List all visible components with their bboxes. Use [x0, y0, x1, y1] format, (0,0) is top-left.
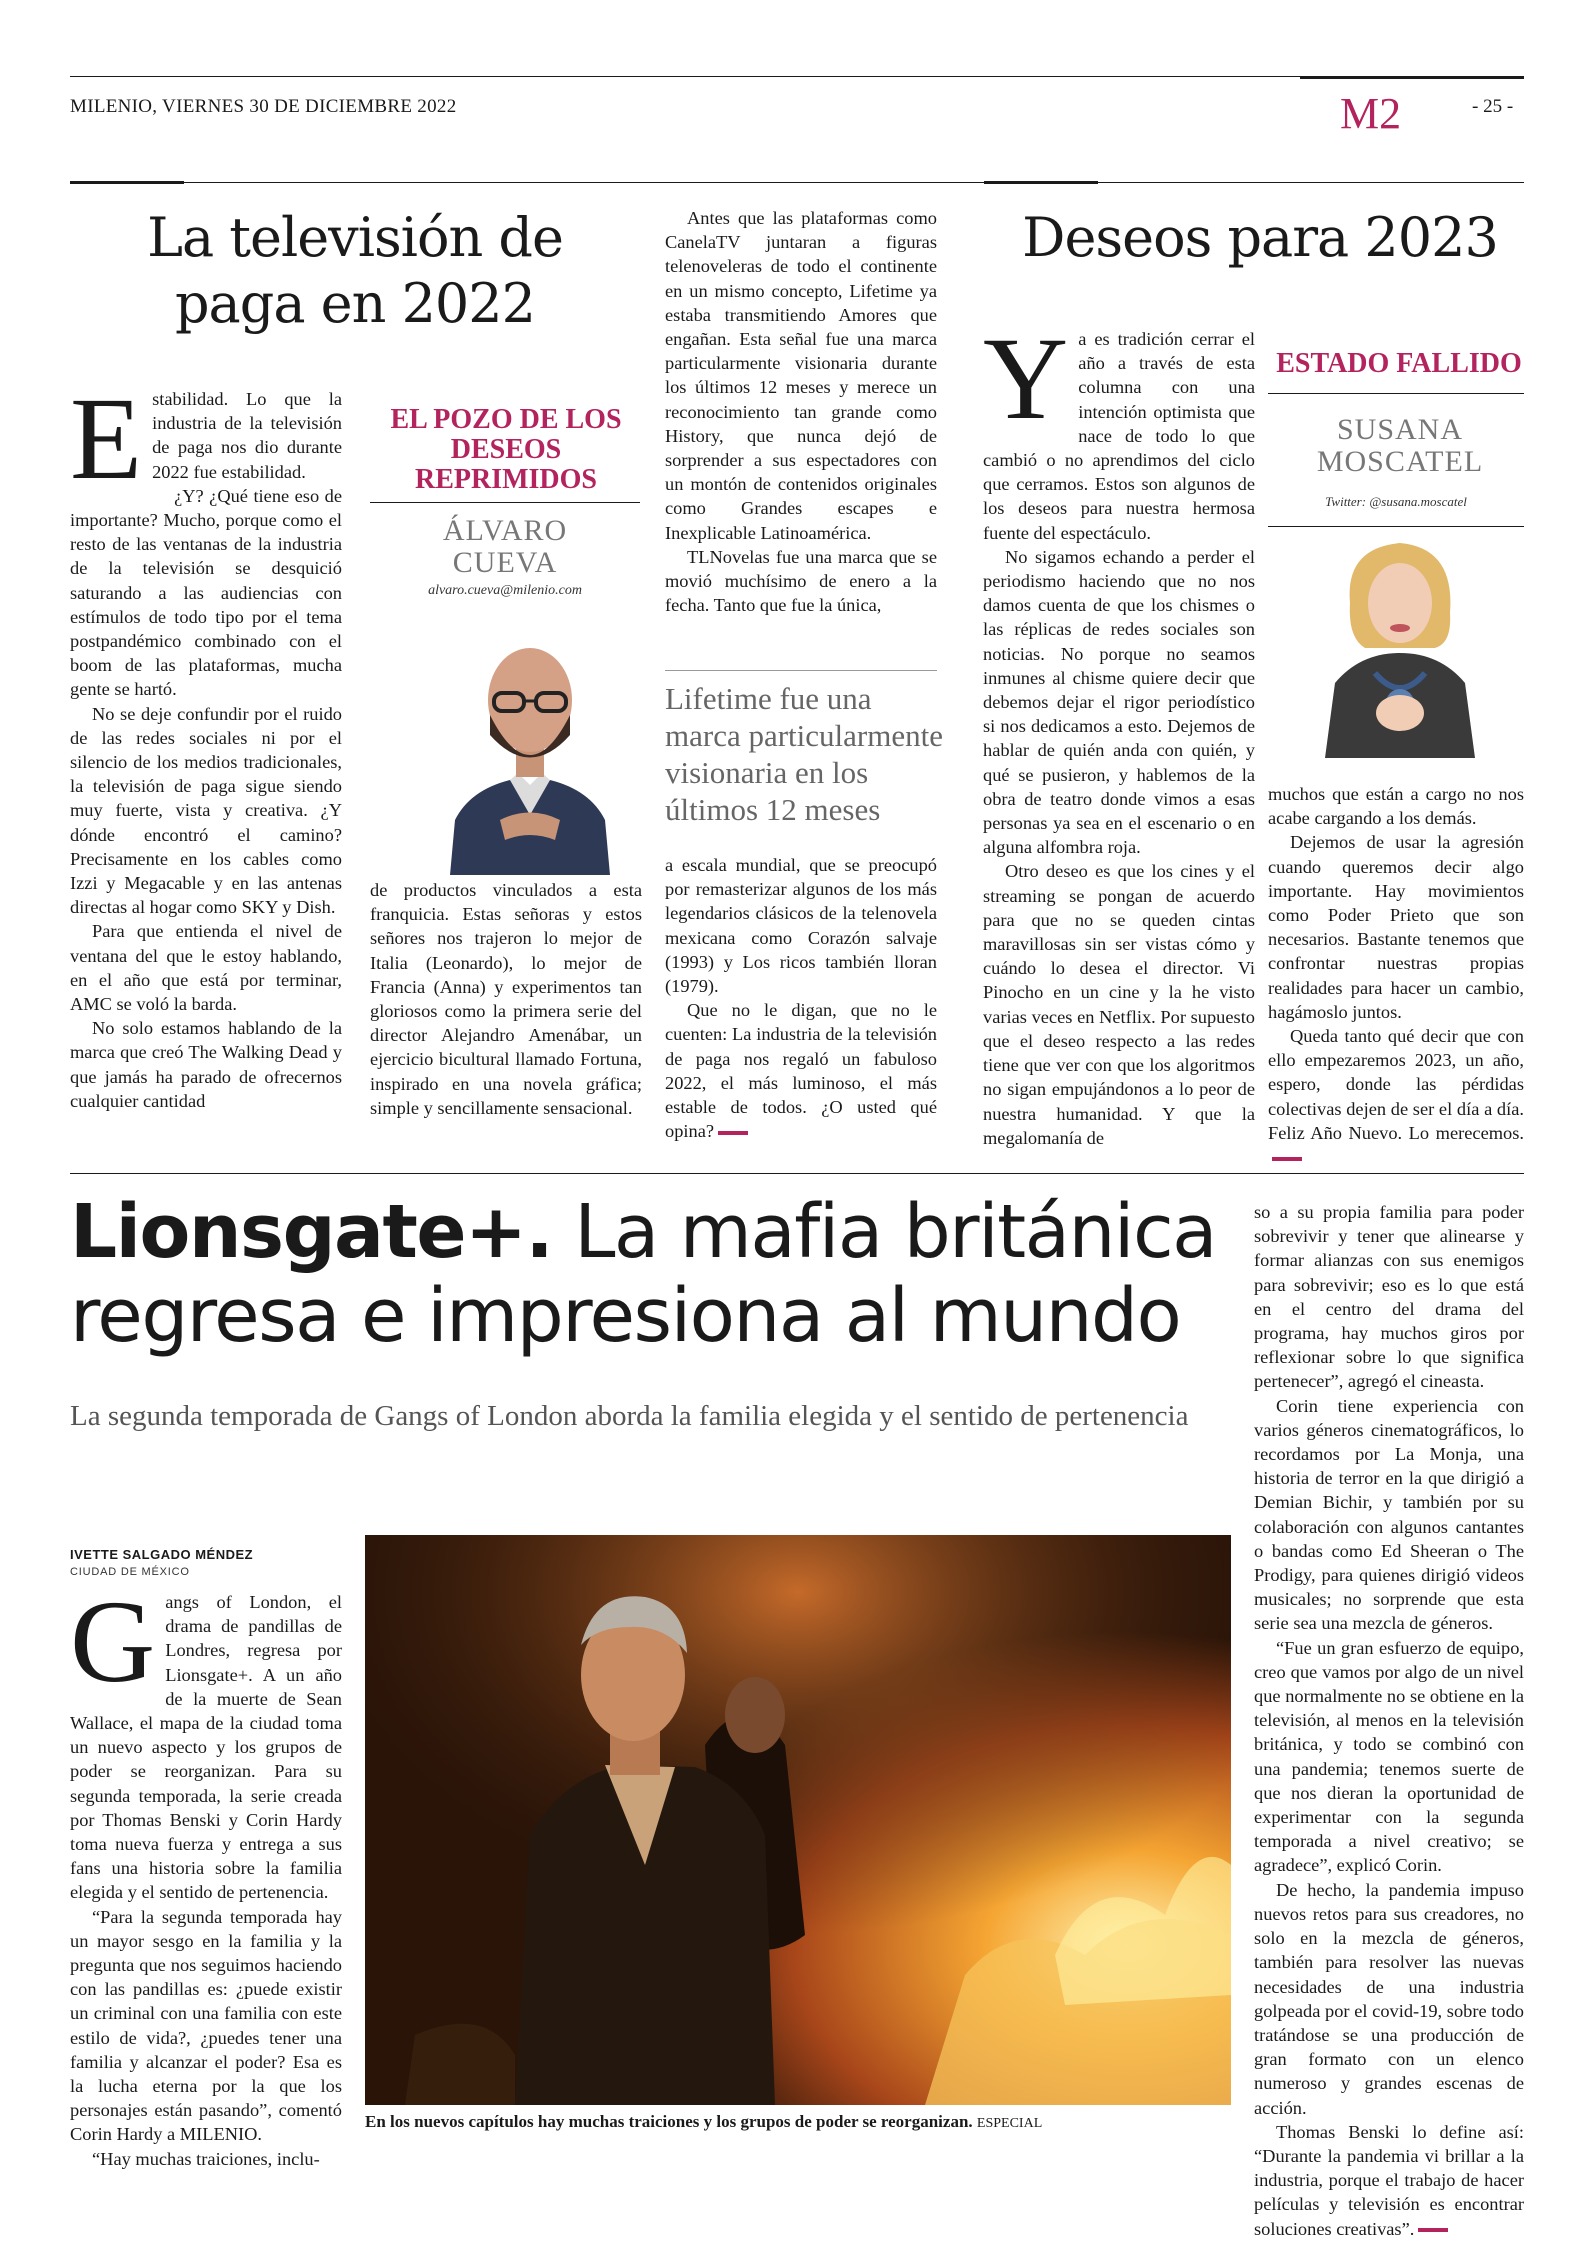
wishes-paragraph: No sigamos echando a perder el periodismo haciendo que no nos damos cuenta de que los chismes o las réplicas de redes sociales son noticias. No porque no seamos inmunes al chisme quiere decir que debemos dejar el rigor periodístico si nos dedicamos a esto. Dejemos de hablar de quién anda con quién, y qué se pusieron, y hablemos de la obra de teatro donde vimos a esas personas ya sea en el escenario o en alguna alfombra roja. — [983, 546, 1255, 858]
article-top-rule — [70, 181, 184, 184]
tv-column-1 — [70, 373, 342, 1113]
section-logo: M2 — [1340, 89, 1402, 138]
tv-paragraph: de productos vinculados a esta franquicia. Estas señoras y estos señores nos trajeron lo mejor de Italia (Leonardo), lo mejor de Francia (Anna) y experimentos tan gloriosos como la primera serie del director Alejandro Amenábar, un ejercicio bicultural llamado Fortuna, inspirado en una novela gráfica; simple y sencillamente sensacional. — [370, 880, 642, 1118]
tv-byline-rule — [370, 502, 640, 503]
feature-photo-caption — [365, 2112, 1231, 2132]
wishes-paragraph — [1268, 1024, 1524, 1169]
tv-paragraph: ¿Y? ¿Qué tiene eso de importante? Mucho, porque como el resto de las ventanas de la industria de la televisión se desquició saturando a las audiencias con estímulos de todo tipo por el tema postpandémico combinado con el boom de las plataformas, mucha gente se hartó. — [70, 485, 342, 700]
feature-title — [70, 1190, 1240, 1358]
article2-top-thin-rule — [1098, 182, 1524, 183]
author-portrait-alvaro — [430, 605, 630, 875]
feature-paragraph: “Fue un gran esfuerzo de equipo, creo que vamos por algo de un nivel que normalmente no se obtiene en la televisión, al menos en la televisión británica, y todo se combinó con una pandemia; tenemos suerte de que nos dieran la oportunidad de experimentar con la segunda temporada a nivel creativo; se agradece”, explicó Corin. — [1254, 1637, 1524, 1876]
wishes-paragraph: Otro deseo es que los cines y el streaming se pongan de acuerdo para que no se queden cintas maravillosas sin ser vistas cómo y cuándo lo desea el director. Vi Pinocho en un cine y la he visto varias veces en Netflix. Por supuesto que el deseo respecto a las redes tiene que ver con que los algoritmos no sigan empujándonos a lo peor de nuestra humanidad. Y que la megalomanía de — [983, 861, 1255, 1148]
tv-column-3-bottom — [665, 853, 937, 1143]
wishes-column-2 — [1268, 782, 1524, 1169]
author-portrait-susana — [1320, 533, 1480, 758]
feature-paragraph: “Para la segunda temporada hay un mayor sesgo en la familia y la pregunta que nos seguimos haciendo con las pandillas es: ¿puede existir un criminal con una familia con este estilo de vida?, ¿puedes tener una familia y alcanzar el poder? Esa es la lucha eterna por la que los personajes están pasando”, comentó Corin Hardy a MILENIO. — [70, 1906, 342, 2145]
wishes-paragraph: muchos que están a cargo no nos acabe cargando a los demás. — [1268, 784, 1524, 829]
wishes-paragraph: Dejemos de usar la agresión cuando queremos decir algo importante. Hay movimientos como Poder Prieto que son necesarios. Bastante tenemos que confrontar nuestras propias realidades para hacer un cambio, hagámoslo juntos. — [1268, 832, 1524, 1022]
tv-paragraph: Para que entienda el nivel de ventana del que le estoy hablando, en el año que está por terminar, AMC se voló la barda. — [70, 921, 342, 1015]
feature-paragraph: “Hay muchas traiciones, inclu- — [92, 2148, 320, 2169]
feature-paragraph: De hecho, la pandemia impuso nuevos retos para sus creadores, no solo en la mezcla de géneros, también para resolver las nuevas necesidades de una industria golpeada por el covid-19, sobre todo tratándose se una producción de gran formato con un elenco numeroso y grandes escenas de acción. — [1254, 1879, 1524, 2118]
tv-paragraph — [665, 998, 937, 1143]
tv-headline: La televisión de paga en 2022 — [147, 206, 563, 335]
section-rule — [1300, 76, 1524, 79]
feature-paragraph — [1254, 2120, 1524, 2241]
article-top-thin-rule — [184, 182, 984, 183]
pullquote-rule — [665, 670, 937, 671]
tv-paragraph: a escala mundial, que se preocupó por remasterizar algunos de los más legendarios clásicos de la telenovela mexicana como Corazón salvaje (1993) y Los ricos también lloran (1979). — [665, 855, 937, 997]
tv-paragraph: Antes que las plataformas como CanelaTV juntaran a figuras telenoveleras de todo el continente en un mismo concepto, Lifetime ya estaba transmitiendo Amores que engañan. Esta señal fue una marca particularmente visionaria durante los últimos 12 meses y merece un reconocimiento tan grande como History, que nunca dejó de sorprender a sus espectadores con un montón de contenidos originales como Grandes escapes e Inexplicable Latinoamérica. — [665, 208, 937, 543]
wishes-photo-rule — [1268, 526, 1524, 527]
feature-dropcap: G — [70, 1576, 156, 1707]
wishes-author: SUSANA MOSCATEL — [1316, 413, 1484, 478]
tv-column-name: EL POZO DE LOS DESEOS REPRIMIDOS — [390, 404, 622, 495]
end-mark — [1272, 1157, 1302, 1161]
wishes-dropcap: Y — [983, 313, 1069, 444]
tv-pullquote: Lifetime fue una marca particularmente visionaria en los últimos 12 meses — [665, 681, 943, 827]
article2-top-rule — [984, 181, 1098, 184]
tv-author: ÁLVARO CUEVA — [442, 514, 568, 579]
feature-paragraph: Corin tiene experiencia con varios géneros cinematográficos, lo recordamos por La Monja, una historia de terror en la que dirigió a Demian Bichir, y también por su colaboración con algunos cantantes o bandas como Ed Sheeran o The Prodigy, para quienes dirigió videos musicales; no sorprende que esta serie sea una mezcla de géneros. — [1254, 1395, 1524, 1634]
page-number: - 25 - — [1472, 96, 1514, 117]
wishes-paragraph: a es tradición cerrar el año a través de esta columna con una intención optimista que nace de todo lo que cambió o no aprendimos del ciclo que cerramos. Estos son algunos de los deseos para nuestra hermosa fuente del espectáculo. — [983, 329, 1255, 543]
feature-title-brand: Lionsgate+. — [70, 1189, 553, 1275]
tv-author-email: alvaro.cueva@milenio.com — [428, 583, 582, 598]
feature-paragraph: so a su propia familia para poder sobrevivir y tener que alinearse y formar alianzas con sus enemigos para sobrevivir; eso es lo que está en el centro del drama del programa, hay muchos giros por reflexionar sobre lo que significa pertenecer”, agregó el cineasta. — [1254, 1202, 1524, 1392]
caption-text: En los nuevos capítulos hay muchas traiciones y los grupos de poder se reorganizan. — [365, 2112, 973, 2131]
end-mark — [1418, 2228, 1448, 2232]
feature-column-1 — [70, 1576, 342, 2171]
tv-paragraph: No solo estamos hablando de la marca que creó The Walking Dead y que jamás ha parado de ofrecernos cualquier cantidad — [70, 1018, 342, 1111]
wishes-column-name: ESTADO FALLIDO — [1276, 348, 1522, 379]
tv-last-paragraph: Que no le digan, que no le cuenten: La industria de la televisión de paga nos regaló un fabuloso 2022, el más luminoso, el más estable de todos. ¿O usted qué opina? — [665, 1000, 937, 1142]
wishes-headline: Deseos para 2023 — [1022, 206, 1498, 269]
tv-paragraph: stabilidad. Lo que la industria de la televisión de paga nos dio durante 2022 fue estabilidad. — [152, 389, 342, 482]
tv-column-3 — [665, 206, 937, 617]
wishes-column-1 — [983, 313, 1255, 1150]
feature-deck: La segunda temporada de Gangs of London aborda la familia elegida y el sentido de pertenencia — [70, 1400, 1189, 1432]
wishes-byline-rule — [1268, 393, 1524, 394]
wishes-twitter: Twitter: @susana.moscatel — [1325, 494, 1467, 509]
end-mark — [718, 1131, 748, 1135]
tv-paragraph: TLNovelas fue una marca que se movió muchísimo de enero a la fecha. Tanto que fue la única, — [665, 546, 937, 616]
caption-credit: ESPECIAL — [976, 2116, 1043, 2131]
feature-title-line1: La mafia británica — [552, 1189, 1217, 1275]
wishes-last-paragraph: Queda tanto qué decir que con ello empezaremos 2023, un año, espero, donde las pérdidas colectivas dejen de ser el día a día. Feliz Año Nuevo. Lo merecemos. — [1268, 1026, 1524, 1143]
feature-last-paragraph: Thomas Benski lo define así: “Durante la pandemia vi brillar a la industria, porque el trabajo de hacer películas y televisión es encontrar soluciones creativas”. — [1254, 2121, 1524, 2239]
page-dateline: MILENIO, VIERNES 30 DE DICIEMBRE 2022 — [70, 96, 457, 117]
feature-photo — [365, 1535, 1231, 2105]
tv-paragraph: No se deje confundir por el ruido de las redes sociales ni por el silencio de los medios tradicionales, la televisión de paga sigue siendo muy fuerte, vista y creativa. ¿Y dónde encontró el camino? Precisamente en los cables como Izzi y Megacable y en las antenas directas al hogar como SKY y Dish. — [70, 703, 342, 918]
feature-top-rule — [70, 1173, 1524, 1174]
feature-paragraph: angs of London, el drama de pandillas de Londres, regresa por Lionsgate+. A un año de la muerte de Sean Wallace, el mapa de la ciudad toma un nuevo aspecto y los grupos de poder se reorganizan. Para su segunda temporada, la serie creada por Thomas Benski y Corin Hardy toma nueva fuerza y entrega a sus fans una historia sobre la familia elegida y el sentido de pertenencia. — [70, 1592, 342, 1903]
feature-city: CIUDAD DE MÉXICO — [70, 1566, 190, 1578]
tv-dropcap: E — [70, 373, 143, 504]
feature-title-line2: regresa e impresiona al mundo — [70, 1273, 1181, 1359]
tv-column-2-bottom — [370, 878, 642, 1120]
feature-column-right — [1254, 1200, 1524, 2241]
feature-byline: IVETTE SALGADO MÉNDEZ — [70, 1547, 254, 1562]
